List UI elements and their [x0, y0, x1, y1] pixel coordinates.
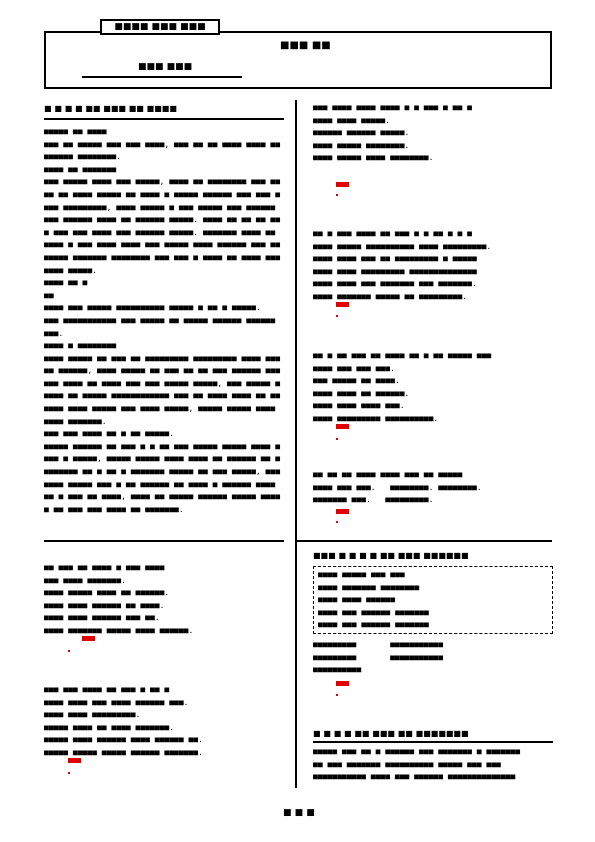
- question-3: ■■■ ■■■■ ■■■■ ■■■■ ■ ■ ■■■ ■ ■■ ■ ■■■■ ■■■■ ■■■■■. ■■■■■■ ■■■■■■ ■■■■■. ■■■■ ■■■■■ ■■■■■■■■. ■■■■ ■■■■■ ■■■■ ■■■■■■■■.: [313, 103, 472, 163]
- passage-text: ■■■■■ ■■■ ■■ ■ ■■■■■■ ■■■ ■■■■■■■ ■ ■■■■■■■ ■■ ■■■ ■■■■■■■ ■■■■■■■■■■ ■■■■■ ■■■ ■■■ ■■■■■■■■■■■ ■■■■ ■■■ ■■■■■■ ■■■■■■■■■■■■■■: [313, 747, 521, 782]
- answer-mark: [336, 509, 349, 514]
- column-divider: [295, 100, 297, 788]
- question-2: ■■■ ■■■ ■■■■ ■■ ■■■ ■ ■■ ■ ■■■■ ■■■■ ■■■ ■■■■ ■■■■■■ ■■■. ■■■■ ■■■■ ■■■■■■■■■. ■■■■■ ■■■■ ■■ ■■■■ ■■■■■■■. ■■■■■ ■■■■ ■■■■■■ ■■■■ ■■■■■■ ■■. ■■■■■ ■■■■■ ■■■■■ ■■■■■■ ■■■■■■■.: [44, 685, 203, 757]
- page-number: ■ ■ ■: [283, 808, 315, 818]
- answer-mark: [336, 182, 349, 187]
- question-1: ■■ ■■■ ■■ ■■■■ ■ ■■■ ■■■■ ■■■ ■■■■ ■■■■■■■. ■■■■ ■■■■■ ■■■■ ■■ ■■■■■■. ■■■■ ■■■■ ■■■■■■ ■■ ■■■■. ■■■■ ■■■■ ■■■■■■ ■■■ ■■. ■■■■ ■■■■■■■ ■■■■■ ■■■■ ■■■■■■.: [44, 563, 194, 635]
- answer-mark: [68, 758, 81, 763]
- section-heading: ■ ■ ■ ■ ■■ ■■■ ■■ ■■■■: [44, 104, 177, 113]
- answer-mark: [336, 681, 349, 686]
- passage-text: ■■■■■ ■■ ■■■■ ■■■ ■■ ■■■■■ ■■■ ■■■ ■■■■, ■■■ ■■ ■■ ■■■■ ■■■■ ■■ ■■■■■■ ■■■■■■■■. ■■■■ ■■ ■■■■■■■ ■■■ ■■■■■ ■■■■ ■■■ ■■■■■, ■■■■ ■■ ■■■■■■■■ ■■■ ■■■■ ■■ ■■■■ ■■■■■ ■■ ■■■■ ■ ■■■■■ ■■■■■■ ■■■ ■■■ ■■■■ ■■■■■■■■■, ■■■■ ■■■■■ ■ ■■■ ■■■■■ ■■■ ■■■■■■ ■■■ ■■■■■■ ■■■■ ■■ ■■■■■■ ■■■■■. ■■■■ ■■ ■■ ■■ ■■■ ■■■ ■■■ ■■■■ ■■■ ■■■■■■ ■■■■■. ■■■■■■■ ■■■■ ■■ ■■■■ ■ ■■■ ■■■■ ■■■■ ■■■ ■■■■■ ■■■■ ■■■■■■ ■■■ ■■ ■■■■■ ■■■■■■■ ■■■■■■■■ ■■■ ■■■ ■ ■■■■ ■■ ■■■■ ■■■ ■■■■ ■■■■■. ■■■■ ■■ ■ ■■ ■■■■ ■■■ ■■■■■ ■■■■■■■■■■ ■■■■■ ■ ■■ ■ ■■■■■. ■■■ ■■■■■■■■■■■ ■■■ ■■■■■ ■■ ■■■■■ ■■■■■■ ■■■■■■ ■■■. ■■■■ ■ ■■■■■■■■ ■■■■ ■■■■■ ■■ ■■■ ■■ ■■■■■■■■■ ■■■■■■■■■ ■■■■ ■■■■■ ■■■■■■, ■■■■ ■■■■■ ■■ ■■■ ■■ ■■ ■■■ ■■■■■■ ■■■■■■ ■■■■ ■■ ■■■■ ■■■ ■■■ ■■■■■ ■■■■■, ■■■ ■■■■■ ■ ■■■■ ■■ ■■■■■ ■■■■■■■■■■■■ ■■■ ■■ ■■■■ ■■■■ ■■ ■■ ■■■■ ■■■■ ■■■■■ ■■■ ■■■■ ■■■■■, ■■■■■ ■■■■■ ■■■■ ■■■■ ■■■■■■■. ■■■ ■■■ ■■■■ ■■ ■ ■■ ■■■■■. ■■■■■ ■■■■■■ ■■ ■■■ ■ ■ ■■ ■■■ ■■■■■ ■■■■■ ■■■■ ■■■■ ■ ■■■■■, ■■■■■ ■■■■■ ■■■■ ■■■■ ■■ ■■■■■■ ■■ ■■■■■■■■ ■■ ■ ■■ ■ ■■■■■■■ ■■■■■ ■■ ■■■ ■■■■■, ■■■■■■■ ■■■■■ ■■■ ■ ■■ ■■■■■■ ■■ ■■■■ ■ ■■■■■■ ■■■■ ■■ ■ ■■■ ■■ ■■■■, ■■■■ ■■ ■■■■■ ■■■■■■ ■■■■■ ■■■■■ ■■ ■■■ ■■■ ■■■■ ■■ ■■■■■■■.: [44, 127, 281, 514]
- answer-dot: [68, 772, 70, 774]
- section-rule: [44, 540, 284, 542]
- answer-dot: [336, 521, 338, 523]
- section-rule: [313, 741, 553, 743]
- exam-tag: ■■■■ ■■■ ■■■: [100, 19, 220, 35]
- name-line: [82, 76, 242, 78]
- exam-title: ■■■ ■■: [280, 40, 331, 51]
- question-6: ■■ ■■ ■■ ■■■■ ■■■■ ■■■ ■■ ■■■■■ ■■■■ ■■■ ■■■. ■■■■■■■■. ■■■■■■■■. ■■■■■■■ ■■■. ■■■■■■■■■.: [313, 470, 482, 505]
- answer-dot: [336, 315, 338, 317]
- answer-dot: [68, 650, 70, 652]
- question-5: ■■ ■ ■■ ■■■ ■■ ■■■■ ■■ ■ ■■ ■■■■■ ■■■ ■■■■ ■■■ ■■■ ■■■. ■■■ ■■■■■ ■■ ■■■■. ■■■■ ■■■■ ■■ ■■■■■■. ■■■■ ■■■■ ■■■■ ■■■. ■■■■ ■■■■■■■■■ ■■■■■■■■■■.: [313, 351, 492, 423]
- answer-mark: [336, 302, 349, 307]
- section-heading: ■ ■ ■ ■ ■■ ■■■ ■■ ■■■■■■■: [313, 729, 469, 738]
- question-7-text: ■■■■■■■■■ ■■■■■■■■■■■ ■■■■■■■■■ ■■■■■■■■■■■ ■■■■■■■■■■: [313, 640, 444, 675]
- answer-mark: [336, 424, 349, 429]
- section-rule: [296, 540, 552, 542]
- answer-mark: [82, 636, 95, 641]
- answer-dot: [336, 194, 338, 196]
- question-4: ■■ ■ ■■■ ■■■■ ■■ ■■■ ■ ■ ■■ ■ ■ ■ ■■■■ ■■■■■ ■■■■■■■■■■ ■■■■ ■■■■■■■■■. ■■■■ ■■■■ ■■■ ■■ ■■■■■■■■■ ■ ■■■■■ ■■■■ ■■■■ ■■■■■■■■■ ■■■■■■■■■■■■■■ ■■■■ ■■■■ ■■■ ■■■■■■■ ■■■ ■■■■■■■. ■■■■ ■■■■■■■ ■■■■■ ■■ ■■■■■■■■■.: [313, 229, 492, 301]
- section-rule: [44, 118, 284, 120]
- question-7-heading: ■■■ ■ ■ ■ ■ ■■ ■■■ ■■■■■■: [313, 551, 469, 560]
- word-box-text: ■■■■ ■■■■■ ■■■ ■■■ ■■■■ ■■■■■■■ ■■■■■■■■ ■■■■ ■■■■ ■■■■■■ ■■■■ ■■■ ■■■■■■ ■■■■■■■ ■■■■ ■■■ ■■■■■■ ■■■■■■■: [318, 570, 429, 630]
- answer-dot: [336, 438, 338, 440]
- answer-dot: [336, 694, 338, 696]
- name-label: ■■■ ■■■: [138, 62, 193, 72]
